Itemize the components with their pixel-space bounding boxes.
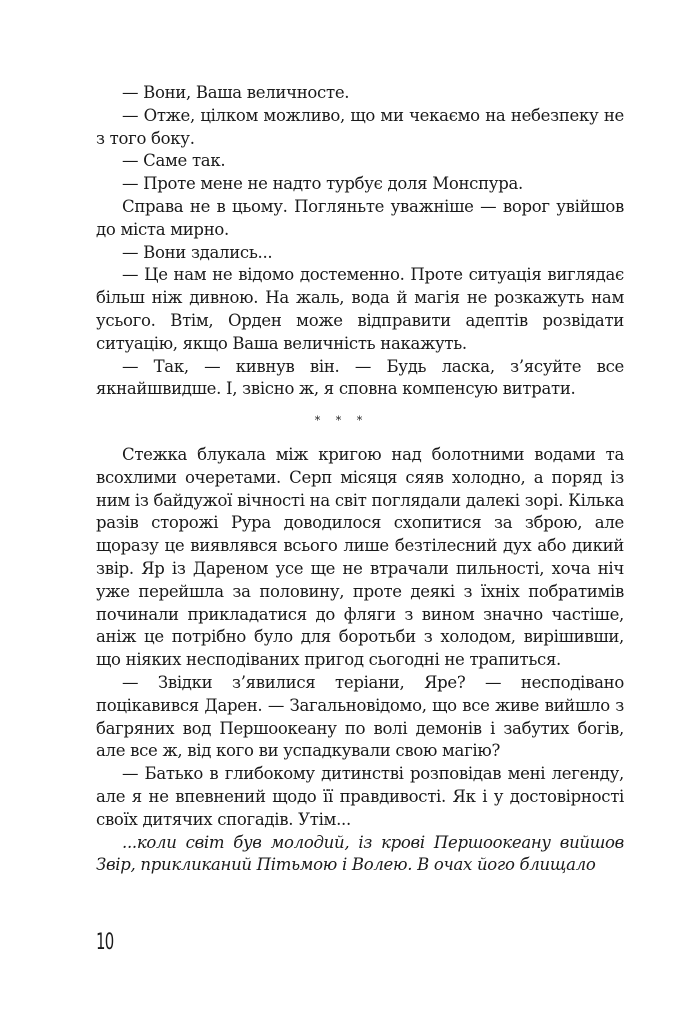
paragraph: — Вони, Ваша величносте. <box>122 83 350 102</box>
page-number: 10 <box>96 930 114 955</box>
paragraph: — Проте мене не надто турбує доля Монспура. <box>122 174 523 194</box>
paragraph: Стежка блукала між кригою над болотними водами та всохлими очеретами. Серп місяця сяяв холодно, а поряд із ним із байдужої вічності на світ поглядали далекі зорі. Кілька разів сторожі Рура доводилося схопитися за зброю, але щоразу це виявлявся всього лише безтілесний дух або дикий звір. Яр із Дареном усе ще не втрачали пильності, хоча ніч уже перейшла за половину, проте деякі з їхніх побратимів починали прикладатися до фляги з вином значно частіше, аніж це потрібно було для боротьби з холодом, вирішивши, що ніяких несподіваних пригод сьогодні не трапиться. <box>96 445 625 670</box>
italic-paragraph: ...коли світ був молодий, із крові Першоокеану вийшов Звір, прикликаний Пітьмою і Волею. В очах його блищало <box>96 832 624 875</box>
paragraph: — Вони здались... <box>122 242 273 262</box>
narrative-block <box>96 444 624 877</box>
paragraph: — Саме так. <box>122 151 226 171</box>
paragraph: — Це нам не відомо достеменно. Проте ситуація виглядає більш ніж дивною. На жаль, вода й магія не розкажуть нам усього. Втім, Орден може відправити адептів розвідати ситуацію, якщо Ваша величність накажуть. <box>96 265 624 353</box>
paragraph: Справа не в цьому. Погляньте уважніше — ворог увійшов до міста мирно. <box>96 196 624 239</box>
dialogue-block <box>96 82 624 401</box>
paragraph: — Батько в глибокому дитинстві розповідав мені легенду, але я не впевнений щодо її правдивості. Як і у достовірності своїх дитячих спогадів. Утім... <box>96 764 624 829</box>
paragraph: — Так, — кивнув він. — Будь ласка, з’ясуйте все якнайшвидше. І, звісно ж, я сповна компенсую витрати. <box>96 356 624 399</box>
paragraph: — Звідки з’явилися теріани, Яре? — несподівано поцікавився Дарен. — Загальновідомо, що все живе вийшло з багряних вод Першоокеану по волі демонів і забутих богів, але все ж, від кого ви успадкували свою магію? <box>96 672 624 761</box>
section-separator: * * * <box>314 414 369 427</box>
paragraph: — Отже, цілком можливо, що ми чекаємо на небезпеку не з того боку. <box>96 105 624 148</box>
